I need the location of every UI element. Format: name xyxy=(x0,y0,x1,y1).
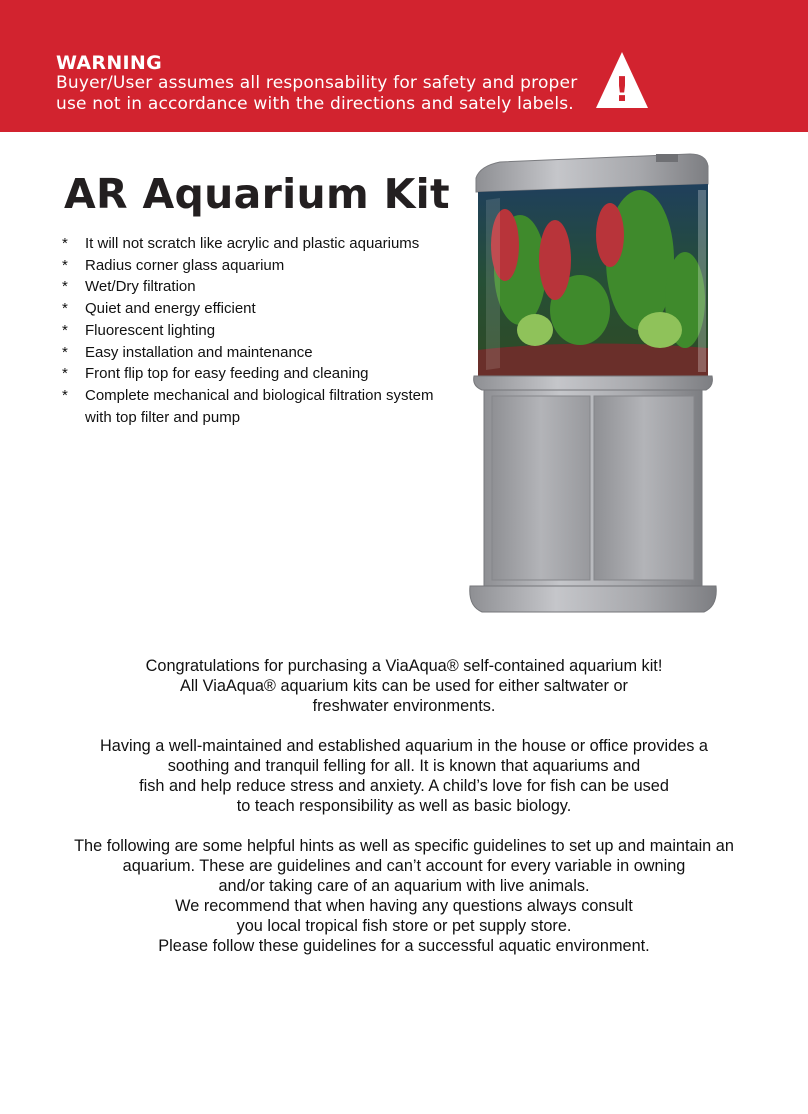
feature-text: Quiet and energy efficient xyxy=(85,300,256,318)
paragraph-line: soothing and tranquil felling for all. It is known that aquariums and xyxy=(167,757,641,775)
list-item xyxy=(62,363,462,385)
paragraph-line: you local tropical fish store or pet supply store. xyxy=(236,917,572,935)
bullet: * xyxy=(62,343,68,361)
bullet: * xyxy=(62,386,68,404)
paragraph-line: fish and help reduce stress and anxiety. A child’s love for fish can be used xyxy=(139,777,669,795)
bullet: * xyxy=(62,235,68,252)
bullet: * xyxy=(62,300,68,318)
bullet: * xyxy=(62,256,68,274)
feature-list xyxy=(62,233,462,428)
bullet: * xyxy=(62,365,68,383)
feature-text: Complete mechanical and biological filtration system with top filter and pump xyxy=(85,386,434,426)
list-item xyxy=(62,233,462,255)
paragraph-line: We recommend that when having any questions always consult xyxy=(175,897,633,915)
paragraph-line: to teach responsibility as well as basic biology. xyxy=(236,797,572,815)
feature-text: Front flip top for easy feeding and cleaning xyxy=(85,365,369,383)
list-item xyxy=(62,255,462,277)
paragraph-line: Having a well-maintained and established aquarium in the house or office provides a xyxy=(100,737,708,755)
paragraph-line: The following are some helpful hints as well as specific guidelines to set up and maintain an xyxy=(74,837,734,855)
paragraph-line: aquarium. These are guidelines and can’t account for every variable in owning xyxy=(122,857,686,875)
paragraph-line: freshwater environments. xyxy=(312,697,496,715)
list-item xyxy=(62,276,462,298)
feature-text: Easy installation and maintenance xyxy=(85,343,313,361)
bullet: * xyxy=(62,321,68,339)
warning-icon-glyph: ! xyxy=(614,70,630,110)
warning-title: WARNING xyxy=(56,52,163,74)
list-item xyxy=(62,385,462,428)
intro-paragraph xyxy=(20,656,788,716)
page-title: AR Aquarium Kit xyxy=(64,170,450,218)
list-item xyxy=(62,298,462,320)
bullet: * xyxy=(62,278,68,296)
warning-text: Buyer/User assumes all responsability for safety and proper use not in accordance with the directions and sately labels. xyxy=(56,73,578,114)
benefits-paragraph xyxy=(20,736,788,816)
warning-banner xyxy=(0,0,808,132)
feature-text: Radius corner glass aquarium xyxy=(85,256,285,274)
feature-text: Wet/Dry filtration xyxy=(85,278,196,296)
paragraph-line: Please follow these guidelines for a successful aquatic environment. xyxy=(158,937,650,955)
list-item xyxy=(62,320,462,342)
list-item xyxy=(62,342,462,364)
feature-text: It will not scratch like acrylic and plastic aquariums xyxy=(85,235,420,252)
paragraph-line: Congratulations for purchasing a ViaAqua® self-contained aquarium kit! xyxy=(145,657,663,675)
paragraph-line: and/or taking care of an aquarium with live animals. xyxy=(218,877,590,895)
feature-text: Fluorescent lighting xyxy=(85,321,216,339)
paragraph-line: All ViaAqua® aquarium kits can be used for either saltwater or xyxy=(180,677,628,695)
aquarium-cabinet-photo xyxy=(460,150,720,630)
warning-triangle-icon xyxy=(594,50,650,110)
guidelines-paragraph xyxy=(20,836,788,956)
